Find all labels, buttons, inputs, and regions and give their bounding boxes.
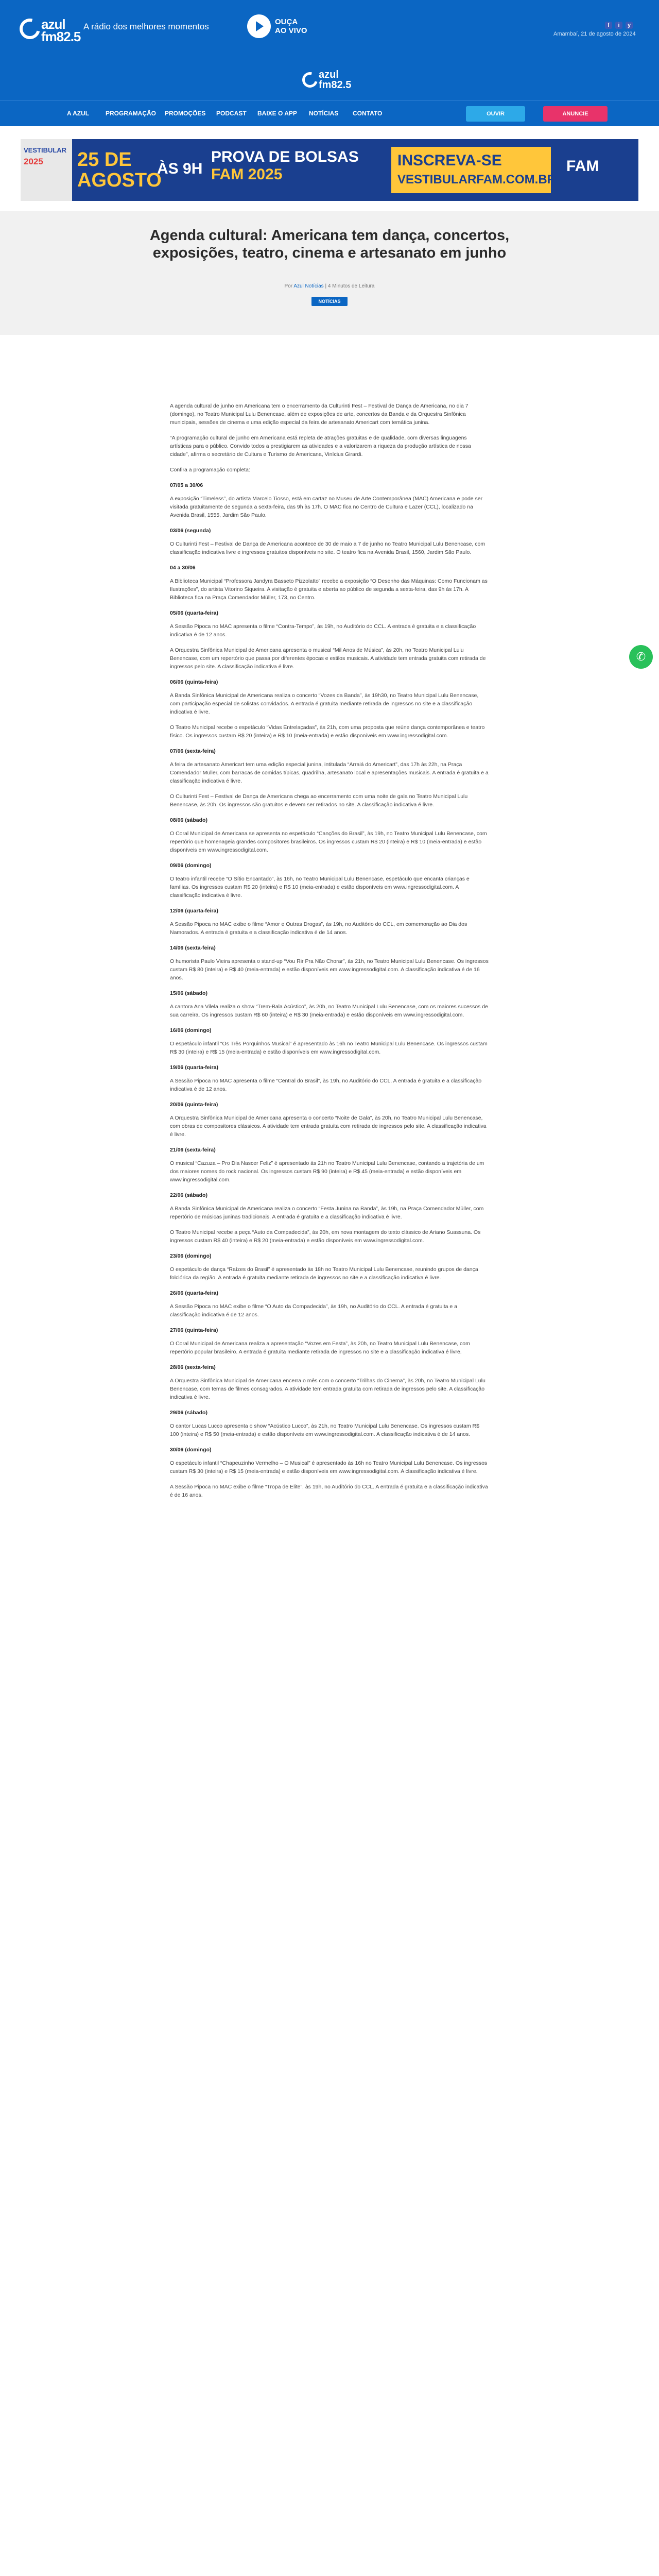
article-date-heading: 29/06 (sábado)	[170, 1410, 207, 1416]
nav-item-baixe-o-app[interactable]: BAIXE O APP	[257, 110, 297, 117]
article-date-heading: 16/06 (domingo)	[170, 1027, 212, 1033]
ad-headline	[211, 148, 359, 183]
article-date-heading: 07/06 (sexta-feira)	[170, 748, 216, 754]
main-nav	[0, 100, 659, 126]
article-paragraph: O Teatro Municipal recebe a peça “Auto da Compadecida”, às 20h, em nova montagem do texto clássico de Ariano Suassuna. Os ingressos custam R$ 40 (inteira) e R$ 20 (meia-entrada) e estão disponíveis em www.ingressodigital.com.	[170, 1229, 481, 1244]
ad-cta[interactable]	[391, 147, 556, 193]
ad-headline-2: FAM 2025	[211, 166, 283, 183]
article-date-heading: 03/06 (segunda)	[170, 528, 211, 534]
nav-item-contato[interactable]: CONTATO	[353, 110, 383, 117]
article-meta	[149, 283, 510, 289]
ad-date-month: AGOSTO	[77, 170, 162, 191]
article-paragraph: A Sessão Pipoca no MAC apresenta o filme “Contra-Tempo”, às 19h, no Auditório do CCL. A entrada é gratuita e a classificação indicativa é de 12 anos.	[170, 623, 476, 638]
article-paragraph: O espetáculo infantil “Chapeuzinho Vermelho – O Musical” é apresentado às 16h no Teatro Municipal Lulu Benencase. Os ingressos custam R$ 30 (inteira) e R$ 15 (meia-entrada) e estão disponíveis em www.ingressodigital.com. A classificação indicativa é livre.	[170, 1460, 488, 1475]
article-date-heading: 09/06 (domingo)	[170, 862, 212, 869]
site-tagline: A rádio dos melhores momentos	[83, 22, 209, 31]
article-date-heading: 22/06 (sábado)	[170, 1192, 207, 1198]
article-paragraph: O musical “Cazuza – Pro Dia Nascer Feliz” é apresentado às 21h no Teatro Municipal Lulu Benencase, contando a trajetória de um dos maiores nomes do rock nacional. Os ingressos custam R$ 90 (inteira) e R$ 45 (meia-entrada) e estão disponíveis em www.ingressodigital.com.	[170, 1160, 484, 1183]
current-date: Amambaí, 21 de agosto de 2024	[553, 31, 636, 37]
ad-cta-line-1: INSCREVA-SE	[397, 152, 502, 169]
facebook-icon[interactable]: f	[605, 22, 612, 29]
instagram-icon[interactable]: i	[615, 22, 622, 29]
play-circle-icon	[247, 14, 271, 38]
nav-item-programacao[interactable]: PROGRAMAÇÃO	[106, 110, 156, 117]
article-paragraph: A Orquestra Sinfônica Municipal de Americana apresenta o concerto “Noite de Gala”, às 20h, no Teatro Municipal Lulu Benencase, com obras de compositores clássicos. A atividade tem entrada gratuita com retirada de ingressos pelo site. A classificação indicativa é livre.	[170, 1115, 487, 1138]
article-date-heading: 08/06 (sábado)	[170, 817, 207, 823]
article-paragraph: A Sessão Pipoca no MAC apresenta o filme “Central do Brasil”, às 19h, no Auditório do CCL. A entrada é gratuita e a classificação indicativa é de 12 anos.	[170, 1078, 482, 1092]
article-paragraph: O Teatro Municipal recebe o espetáculo “Vidas Entrelaçadas”, às 21h, com uma proposta que reúne dança contemporânea e teatro físico. Os ingressos custam R$ 20 (inteira) e R$ 10 (meia-entrada) e estão disponíveis em www.ingressodigital.com.	[170, 724, 485, 739]
article-date-heading: 23/06 (domingo)	[170, 1253, 212, 1259]
header	[0, 0, 659, 64]
article-date-heading: 06/06 (quinta-feira)	[170, 679, 218, 685]
article-meta-suffix: | 4 Minutos de Leitura	[323, 283, 375, 289]
article-paragraph: O Culturinti Fest – Festival de Dança de Americana chega ao encerramento com uma noite de gala no Teatro Municipal Lulu Benencase, às 20h. Os ingressos são gratuitos e devem ser retirados no site. A classificação indicativa é livre.	[170, 793, 468, 808]
article-date-heading: 07/05 a 30/06	[170, 482, 203, 488]
nav-item-a-azul[interactable]: A AZUL	[67, 110, 90, 117]
listen-live-label-1: OUÇA	[275, 18, 298, 26]
article-date-heading: 27/06 (quinta-feira)	[170, 1327, 218, 1333]
article-category-tag[interactable]: NOTÍCIAS	[311, 297, 348, 306]
article-paragraph: A feira de artesanato Americart tem uma edição especial junina, intitulada “Arraiá do Americart”, das 17h às 22h, na Praça Comendador Müller, com barracas de comidas típicas, quadrilha, artesanato local e apresentações musicais. A entrada é gratuita e a classificação indicativa é livre.	[170, 761, 489, 784]
article-meta-prefix: Por	[284, 283, 294, 289]
article-author-link[interactable]: Azul Notícias	[293, 283, 324, 289]
listen-button[interactable]: OUVIR	[466, 106, 525, 122]
article-paragraph: A Banda Sinfônica Municipal de Americana realiza o concerto “Vozes da Banda”, às 19h30, no Teatro Municipal Lulu Benencase, com participação especial de solistas convidados. A entrada é gratuita mediante retirada de ingressos no site e a classificação indicativa é livre.	[170, 692, 479, 715]
article-paragraph: A Biblioteca Municipal “Professora Jandyra Basseto Pizzolatto” recebe a exposição “O Desenho das Máquinas: Como Funcionam as Ilustrações”, do artista Vitorino Siqueira. A visitação é gratuita e aberta ao público de segunda a sexta-feira, das 9h às 17h. A Biblioteca fica na Praça Comendador Müller, 173, no Centro.	[170, 578, 488, 601]
article-paragraph: Confira a programação completa:	[170, 467, 250, 473]
nav-item-podcast[interactable]: PODCAST	[216, 110, 247, 117]
nav-item-promocoes[interactable]: PROMOÇÕES	[165, 110, 206, 117]
whatsapp-icon: ✆	[636, 650, 646, 663]
listen-live-button[interactable]	[247, 11, 330, 42]
advertise-button[interactable]: ANUNCIE	[543, 106, 608, 122]
article-paragraph: A Orquestra Sinfônica Municipal de Americana encerra o mês com o concerto “Trilhas do Cinema”, às 20h, no Teatro Municipal Lulu Benencase, com temas de filmes consagrados. A atividade tem entrada gratuita com retirada de ingressos pelo site. A classificação indicativa é livre.	[170, 1378, 485, 1400]
center-logo[interactable]	[302, 68, 359, 94]
article-paragraph: A agenda cultural de junho em Americana tem o encerramento da Culturinti Fest – Festival de Dança de Americana, no dia 7 (domingo), no Teatro Municipal Lulu Benencase, além de exposições de arte, concertos da Banda e da Orquestra Sinfônica municipais, sessões de cinema e uma edição especial da feira de artesanato Americart com temática junina.	[170, 403, 469, 426]
nav-item-noticias[interactable]: NOTÍCIAS	[309, 110, 339, 117]
ad-vestibular-block	[21, 139, 72, 201]
article-paragraph: O teatro infantil recebe “O Sítio Encantado”, às 16h, no Teatro Municipal Lulu Benencase, espetáculo que encanta crianças e famílias. Os ingressos custam R$ 20 (inteira) e R$ 10 (meia-entrada) e estão disponíveis em www.ingressodigital.com. A classificação indicativa é livre.	[170, 876, 470, 899]
article-date-heading: 04 a 30/06	[170, 565, 196, 571]
center-logo-top: azul	[319, 69, 339, 80]
ad-left-line-2: 2025	[24, 157, 43, 166]
article-title: Agenda cultural: Americana tem dança, concertos, exposições, teatro, cinema e artesanato em junho	[149, 227, 510, 261]
logo-ring-icon	[16, 15, 44, 43]
article-date-heading: 20/06 (quinta-feira)	[170, 1101, 218, 1108]
article-paragraph: A exposição “Timeless”, do artista Marcelo Tiosso, está em cartaz no Museu de Arte Contemporânea (MAC) Americana e pode ser visitada gratuitamente de segunda a sexta-feira, das 9h às 17h. O MAC fica no Centro de Cultura e Lazer (CCL), localizado na Avenida Brasil, 1555, Jardim São Paulo.	[170, 496, 483, 518]
ad-brand-text: FAM	[566, 158, 599, 175]
article-paragraph: A Sessão Pipoca no MAC exibe o filme “O Auto da Compadecida”, às 19h, no Auditório do CCL. A entrada é gratuita e a classificação indicativa é de 12 anos.	[170, 1303, 458, 1318]
article-date-heading: 14/06 (sexta-feira)	[170, 945, 216, 951]
article-paragraph: O humorista Paulo Vieira apresenta o stand-up “Vou Rir Pra Não Chorar”, às 21h, no Teatro Municipal Lulu Benencase. Os ingressos custam R$ 80 (inteira) e R$ 40 (meia-entrada) e estão disponíveis em www.ingressodigital.com. A classificação indicativa é de 16 anos.	[170, 958, 489, 981]
article-date-heading: 21/06 (sexta-feira)	[170, 1147, 216, 1153]
article-date-heading: 26/06 (quarta-feira)	[170, 1290, 218, 1296]
article-date-heading: 30/06 (domingo)	[170, 1447, 212, 1453]
listen-live-label	[275, 18, 307, 35]
article-date-heading: 05/06 (quarta-feira)	[170, 610, 218, 616]
listen-live-label-2: AO VIVO	[275, 26, 307, 35]
article-paragraph: O espetáculo infantil “Os Três Porquinhos Musical” é apresentado às 16h no Teatro Municipal Lulu Benencase. Os ingressos custam R$ 30 (inteira) e R$ 15 (meia-entrada) e estão disponíveis em www.ingressodigital.com.	[170, 1041, 488, 1055]
article-paragraph: A Sessão Pipoca no MAC exibe o filme “Tropa de Elite”, às 19h, no Auditório do CCL. A entrada é gratuita e a classificação indicativa é de 16 anos.	[170, 1484, 488, 1498]
whatsapp-button[interactable]	[629, 645, 653, 669]
article-paragraph: A cantora Ana Vilela realiza o show “Trem-Bala Acústico”, às 20h, no Teatro Municipal Lulu Benencase, com os maiores sucessos de sua carreira. Os ingressos custam R$ 60 (inteira) e R$ 30 (meia-entrada) e estão disponíveis em www.ingressodigital.com.	[170, 1004, 488, 1018]
center-logo-ring-icon	[300, 70, 321, 91]
article-paragraph: A Orquestra Sinfônica Municipal de Americana apresenta o musical “Mil Anos de Música”, às 20h, no Teatro Municipal Lulu Benencase, com um repertório que passa por diferentes épocas e estilos musicais. A atividade tem entrada gratuita com retirada de ingressos pelo site. A classificação indicativa é livre.	[170, 647, 486, 670]
ad-brand-logo	[566, 155, 628, 185]
ad-headline-1: PROVA DE BOLSAS	[211, 148, 359, 165]
article-paragraph: O cantor Lucas Lucco apresenta o show “Acústico Lucco”, às 21h, no Teatro Municipal Lulu Benencase. Os ingressos custam R$ 100 (inteira) e R$ 50 (meia-entrada) e estão disponíveis em www.ingressodigital.com. A classificação indicativa é de 14 anos.	[170, 1423, 479, 1437]
site-logo[interactable]	[20, 15, 81, 46]
ad-hour: ÀS 9H	[157, 160, 203, 177]
article-paragraph: A Sessão Pipoca no MAC exibe o filme “Amor e Outras Drogas”, às 19h, no Auditório do CCL, em comemoração ao Dia dos Namorados. A entrada é gratuita e a classificação indicativa é de 14 anos.	[170, 921, 467, 936]
article-paragraph: O espetáculo de dança “Raízes do Brasil” é apresentado às 18h no Teatro Municipal Lulu Benencase, reunindo grupos de dança folclórica da região. A entrada é gratuita mediante retirada de ingressos no site e a classificação indicativa é livre.	[170, 1266, 478, 1281]
article-date-heading: 15/06 (sábado)	[170, 990, 207, 996]
logo-text-top: azul	[41, 16, 65, 32]
article-paragraph: “A programação cultural de junho em Americana está repleta de atrações gratuitas e de qualidade, com diversas linguagens artísticas para o público. Convido todos a prestigiarem as atividades e a valorizarem a riqueza da produção artística de nossa cidade”, afirma o secretário de Cultura e Turismo de Americana, Vinícius Girardi.	[170, 435, 471, 457]
play-icon	[256, 21, 264, 31]
article-date-heading: 28/06 (sexta-feira)	[170, 1364, 216, 1370]
logo-text-bottom: fm82.5	[41, 29, 81, 44]
article-header	[0, 211, 659, 335]
article-paragraph: O Culturinti Fest – Festival de Dança de Americana acontece de 30 de maio a 7 de junho no Teatro Municipal Lulu Benencase, com classificação indicativa livre e ingressos gratuitos disponíveis no site. O teatro fica na Avenida Brasil, 1560, Jardim São Paulo.	[170, 541, 485, 555]
article-paragraph: O Coral Municipal de Americana realiza a apresentação “Vozes em Festa”, às 20h, no Teatro Municipal Lulu Benencase, com repertório popular brasileiro. A entrada é gratuita mediante retirada de ingressos no site e a classificação indicativa é livre.	[170, 1341, 470, 1355]
ad-cta-line-2: VESTIBULARFAM.COM.BR	[397, 173, 556, 187]
ad-banner[interactable]	[21, 139, 638, 201]
header-band	[0, 64, 659, 100]
article-date-heading: 12/06 (quarta-feira)	[170, 908, 218, 914]
ad-date	[77, 149, 162, 191]
article-paragraph: A Banda Sinfônica Municipal de Americana realiza o concerto “Festa Junina na Banda”, às 19h, na Praça Comendador Müller, com repertório de músicas juninas tradicionais. A entrada é gratuita e a classificação indicativa é livre.	[170, 1206, 484, 1220]
ad-left-line-1: VESTIBULAR	[24, 146, 67, 154]
youtube-icon[interactable]: y	[626, 22, 633, 29]
article-body	[170, 402, 489, 1506]
ad-date-day: 25 DE	[77, 149, 132, 171]
article-date-heading: 19/06 (quarta-feira)	[170, 1064, 218, 1071]
center-logo-bottom: fm82.5	[319, 79, 352, 91]
article-paragraph: O Coral Municipal de Americana se apresenta no espetáculo “Canções do Brasil”, às 19h, no Teatro Municipal Lulu Benencase, com repertório que homenageia grandes compositores brasileiros. Os ingressos custam R$ 20 (inteira) e R$ 10 (meia-entrada) e estão disponíveis em www.ingressodigital.com.	[170, 831, 487, 853]
